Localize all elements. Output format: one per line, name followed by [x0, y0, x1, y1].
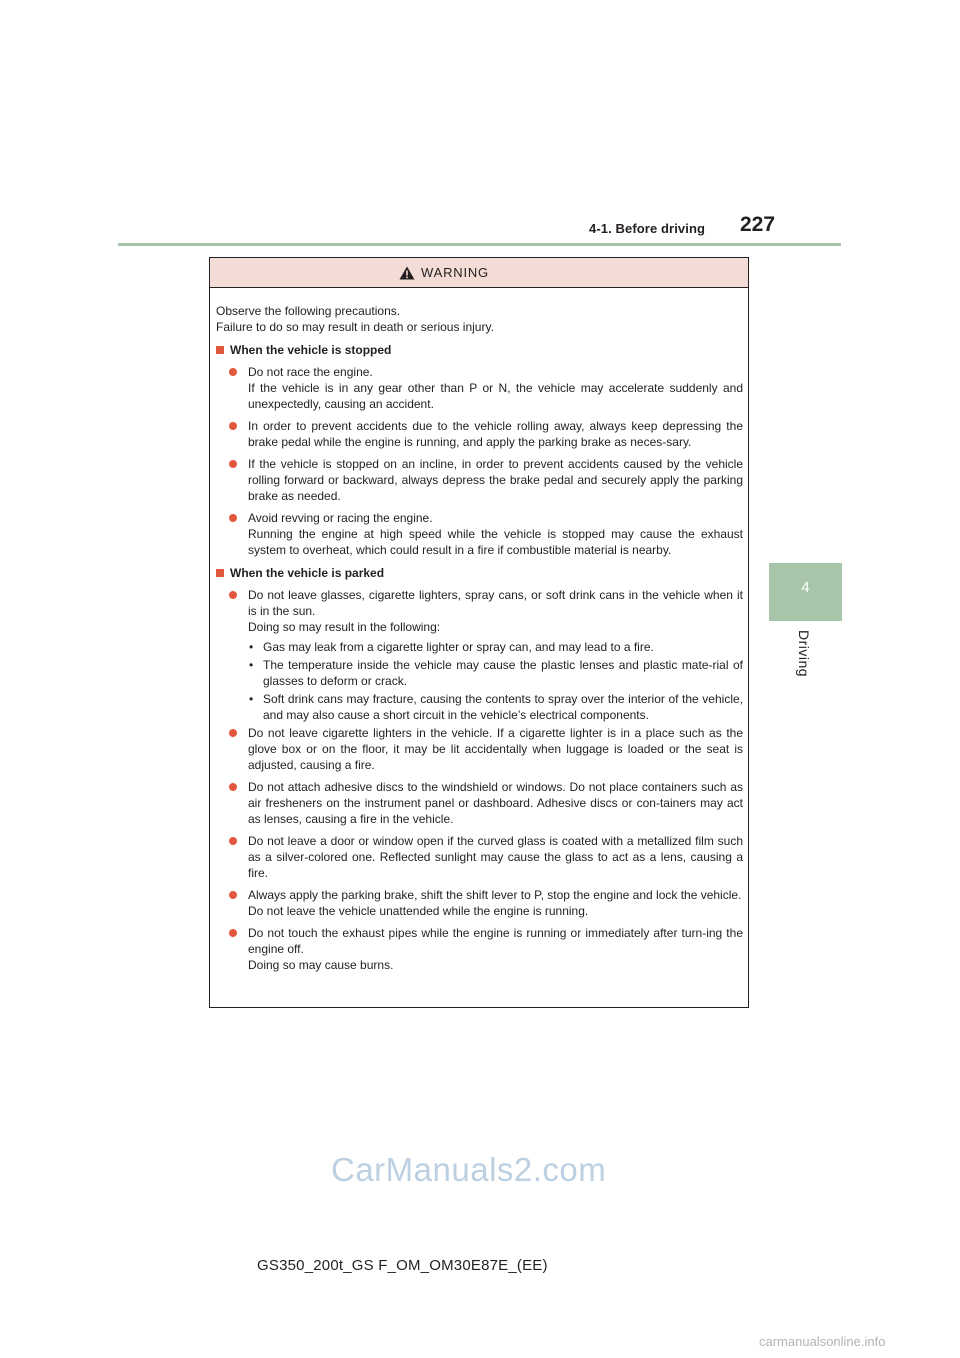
bullet-dot-icon: [229, 929, 237, 937]
bullet-dot-icon: [229, 460, 237, 468]
watermark-logo: CarManuals2.com: [331, 1151, 607, 1188]
bullet-dot-icon: [229, 514, 237, 522]
bullet-dot-icon: [229, 837, 237, 845]
warning-body: [210, 288, 748, 973]
page-number: 227: [740, 213, 776, 236]
bullet-dot-icon: [229, 729, 237, 737]
bullet-dot-icon: [229, 591, 237, 599]
warning-triangle-icon: [399, 266, 415, 280]
chapter-number: 4: [801, 579, 810, 596]
list-item: Do not leave a door or window open if the curved glass is coated with a metallized film such as a silver-colored one. Reflected sunlight may cause the glass to act as a lens, causing a fire.: [216, 833, 743, 881]
square-bullet-icon: [216, 569, 224, 577]
square-bullet-icon: [216, 346, 224, 354]
site-watermark: carmanualsonline.info: [759, 1334, 886, 1349]
sub-list-item: • Gas may leak from a cigarette lighter or spray can, and may lead to a fire.: [249, 640, 654, 654]
header-divider: [118, 243, 841, 246]
sub-list-item: • The temperature inside the vehicle may cause the plastic lenses and plastic mate-rial of glasses to deform or crack.: [249, 658, 743, 688]
warning-intro: Observe the following precautions. Failure to do so may result in death or serious injury.: [216, 304, 494, 334]
list-item: Do not attach adhesive discs to the windshield or windows. Do not place containers such as air fresheners on the instrument panel or dashboard. Adhesive discs or con-tainers may act as lenses, causing a fire in the vehicle.: [216, 779, 743, 827]
document-code: GS350_200t_GS F_OM_OM30E87E_(EE): [257, 1257, 548, 1274]
list-item: Do not leave cigarette lighters in the vehicle. If a cigarette lighter is in a place such as the glove box or on the floor, it may be lit accidentally when luggage is loaded or the seat is adjusted, causing a fire.: [216, 725, 743, 773]
sub-list: [216, 639, 743, 723]
bullet-dot-icon: [229, 422, 237, 430]
warning-header: [210, 258, 748, 288]
list-item: If the vehicle is stopped on an incline, in order to prevent accidents caused by the vehicle rolling forward or backward, always depress the brake pedal and securely apply the parking brake as needed.: [216, 456, 743, 504]
warning-box: [209, 257, 749, 1008]
section-title: 4-1. Before driving: [589, 221, 706, 236]
bullet-dot-icon: [229, 783, 237, 791]
bullet-dot-icon: [229, 368, 237, 376]
chapter-tab[interactable]: [769, 563, 842, 621]
list-item: Do not touch the exhaust pipes while the engine is running or immediately after turn-ing the engine off. Doing so may cause burns.: [216, 925, 743, 973]
list-item: Do not leave glasses, cigarette lighters, spray cans, or soft drink cans in the vehicle when it is in the sun. Doing so may result in the following:: [216, 587, 743, 635]
list-item: Avoid revving or racing the engine. Running the engine at high speed while the vehicle is stopped may cause the exhaust system to overheat, which could result in a fire if combustible material is nearby.: [216, 510, 743, 558]
section-heading-stopped: When the vehicle is stopped: [216, 342, 743, 358]
bullet-dot-icon: [229, 891, 237, 899]
section-heading-parked: When the vehicle is parked: [216, 565, 743, 581]
list-item: Do not race the engine. If the vehicle is in any gear other than P or N, the vehicle may accelerate suddenly and unexpectedly, causing an accident.: [216, 364, 743, 412]
list-item: Always apply the parking brake, shift the shift lever to P, stop the engine and lock the vehicle. Do not leave the vehicle unattended while the engine is running.: [216, 887, 743, 919]
sub-list-item: • Soft drink cans may fracture, causing the contents to spray over the interior of the vehicle, and may also cause a short circuit in the vehicle’s electrical components.: [249, 692, 743, 722]
chapter-label: Driving: [796, 630, 812, 678]
list-item: In order to prevent accidents due to the vehicle rolling away, always keep depressing the brake pedal while the engine is running, and apply the parking brake as neces-sary.: [216, 418, 743, 450]
warning-title: WARNING: [421, 265, 489, 280]
